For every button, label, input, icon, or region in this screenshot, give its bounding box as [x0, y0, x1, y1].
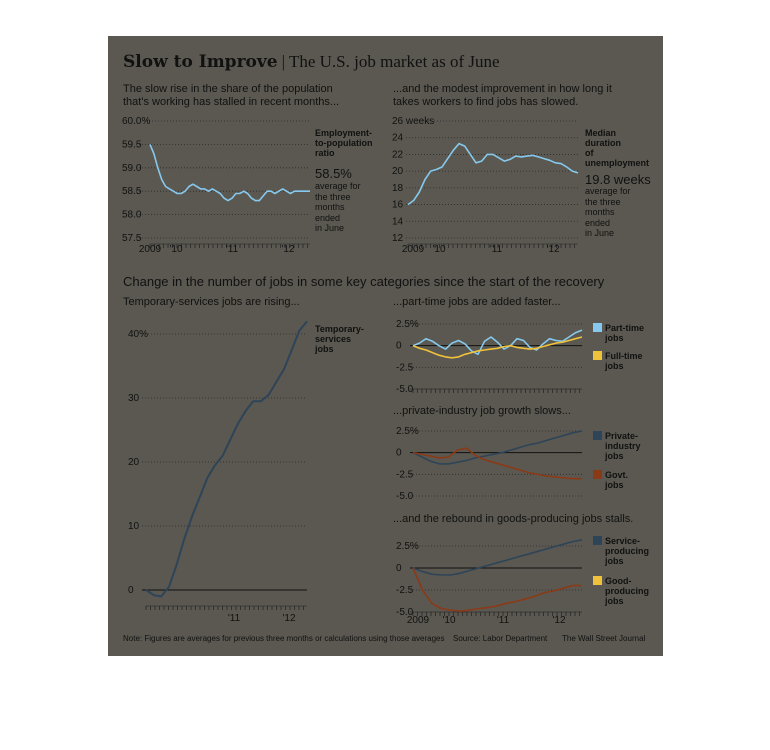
emp-series-label: Employment- to-population ratio: [315, 128, 373, 158]
x-tick-label: '11: [225, 244, 239, 255]
x-tick-label: '12: [546, 244, 560, 255]
y-tick-label: -2.5: [396, 362, 414, 374]
y-tick-label: 10: [128, 521, 140, 532]
y-tick-label: 58.0: [122, 209, 142, 221]
x-tick-label: '10: [432, 244, 446, 255]
y-tick-label: 2.5%: [396, 319, 419, 330]
y-tick-label: 2.5%: [396, 426, 419, 437]
x-tick-label: 2009: [406, 615, 430, 626]
series-line: [413, 431, 582, 464]
footer-credit: The Wall Street Journal: [562, 634, 646, 643]
footer-note: Note: Figures are averages for previous three months or calculations using those averages: [123, 634, 445, 643]
x-tick-label: '11: [496, 615, 510, 626]
y-tick-label: 59.0: [122, 162, 142, 174]
dur-value: 19.8 weeks: [585, 172, 651, 187]
x-tick-label: 2009: [138, 244, 162, 255]
y-tick-label: 58.5: [122, 186, 142, 198]
x-tick-label: '10: [442, 615, 456, 626]
series-line: [413, 330, 582, 354]
priv-subtitle: ...private-industry job growth slows...: [393, 405, 571, 417]
x-tick-label: '12: [282, 613, 296, 624]
y-tick-label: 40%: [128, 329, 149, 340]
legend-label: Part-time jobs: [605, 323, 645, 343]
emp-value: 58.5%: [315, 166, 352, 181]
y-tick-label: 20: [128, 457, 140, 468]
y-tick-label: -5.0: [396, 607, 414, 618]
legend-label: Private- industry jobs: [605, 431, 641, 461]
section-title: Change in the number of jobs in some key categories since the start of the recovery: [123, 274, 605, 289]
x-tick-label: '11: [489, 244, 503, 255]
legend-label: Good- producing jobs: [605, 576, 649, 606]
x-tick-label: '12: [552, 615, 566, 626]
title-separator: |: [281, 52, 285, 71]
dur-series-label: Median duration of unemployment: [585, 128, 650, 168]
y-tick-label: 0: [396, 340, 402, 352]
y-tick-label: 12: [392, 233, 404, 244]
y-tick-label: 0: [396, 563, 402, 574]
y-tick-label: 0: [128, 585, 134, 596]
y-tick-label: 16: [392, 199, 404, 211]
y-tick-label: -2.5: [396, 469, 414, 481]
temp-series-label: Temporary- services jobs: [315, 324, 364, 354]
y-tick-label: 0: [396, 447, 402, 459]
y-tick-label: 20: [392, 166, 404, 178]
y-tick-label: -5.0: [396, 384, 414, 395]
x-tick-label: 2009: [401, 244, 425, 255]
legend-label: Govt. jobs: [605, 470, 629, 490]
x-tick-label: '10: [169, 244, 183, 255]
temp-subtitle: Temporary-services jobs are rising...: [123, 296, 300, 308]
y-tick-label: 2.5%: [396, 541, 419, 552]
goods-subtitle: ...and the rebound in goods-producing jobs stalls.: [393, 513, 634, 525]
emp-note: average for the three months ended in June: [315, 181, 361, 233]
y-tick-label: 24: [392, 132, 404, 144]
y-tick-label: 59.5: [122, 139, 142, 151]
series-line: [150, 144, 310, 200]
legend-label: Service- producing jobs: [605, 536, 649, 566]
y-tick-label: 14: [392, 216, 404, 228]
y-tick-label: 18: [392, 182, 404, 194]
title-bold: Slow to Improve: [123, 52, 278, 72]
title-subtitle: The U.S. job market as of June: [288, 52, 500, 71]
series-line: [146, 321, 307, 596]
legend-label: Full-time jobs: [605, 351, 643, 371]
y-tick-label: 60.0%: [122, 116, 151, 127]
pt-subtitle: ...part-time jobs are added faster...: [393, 296, 561, 308]
footer-source: Source: Labor Department: [453, 634, 548, 643]
y-tick-label: 22: [392, 149, 404, 161]
emp-subtitle: The slow rise in the share of the population that's working has stalled in recent months...: [123, 83, 340, 108]
series-line: [408, 144, 578, 205]
y-tick-label: -5.0: [396, 491, 414, 502]
y-tick-label: 30: [128, 393, 140, 404]
y-tick-label: 57.5: [122, 233, 142, 244]
x-tick-label: '12: [281, 244, 295, 255]
y-tick-label: 26 weeks: [392, 116, 435, 127]
dur-subtitle: ...and the modest improvement in how long it takes workers to find jobs has slowed.: [393, 83, 612, 108]
x-tick-label: '11: [227, 613, 241, 624]
series-line: [413, 540, 582, 575]
y-tick-label: -2.5: [396, 585, 414, 596]
dur-note: average for the three months ended in June: [585, 186, 631, 238]
